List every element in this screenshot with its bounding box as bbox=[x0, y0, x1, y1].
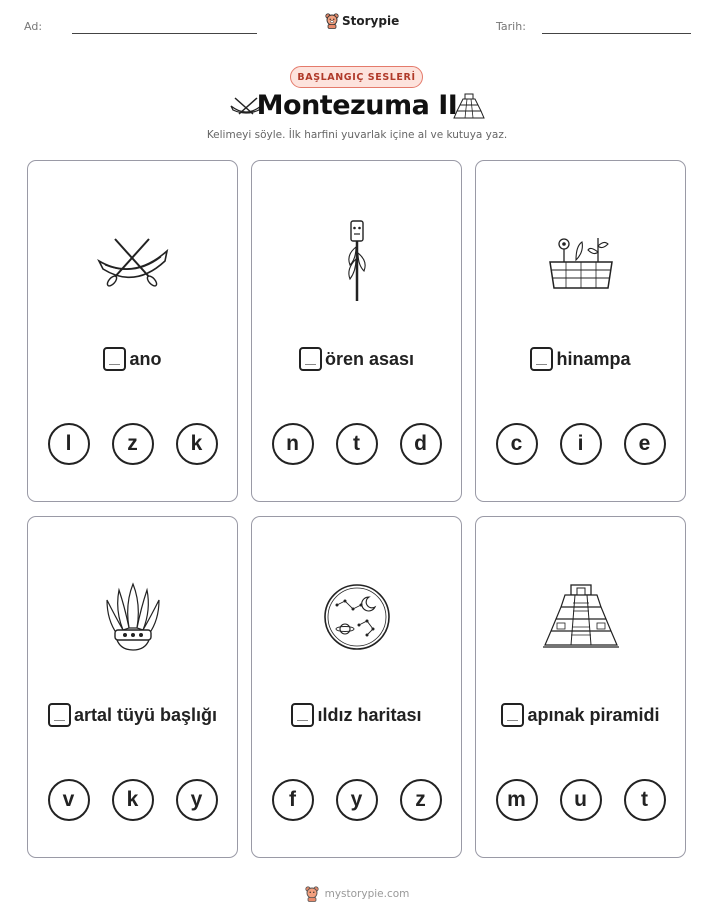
word-fragment: ıldız haritası bbox=[317, 704, 422, 725]
letter-choice[interactable]: v bbox=[48, 779, 90, 821]
answer-box[interactable] bbox=[501, 703, 524, 727]
exercise-card-6 bbox=[475, 516, 686, 858]
totem-staff-icon bbox=[252, 216, 461, 306]
feather-headdress-icon bbox=[28, 572, 237, 662]
answer-box[interactable] bbox=[291, 703, 314, 727]
letter-choice[interactable]: u bbox=[560, 779, 602, 821]
letter-choice[interactable]: c bbox=[496, 423, 538, 465]
canoe-icon bbox=[28, 216, 237, 306]
letter-choice[interactable]: l bbox=[48, 423, 90, 465]
pyramid-small-icon bbox=[452, 92, 486, 120]
name-label: Ad: bbox=[24, 20, 43, 33]
category-badge: BAŞLANGIÇ SESLERİ bbox=[290, 66, 423, 88]
bear-icon bbox=[305, 886, 319, 902]
letter-choice[interactable]: m bbox=[496, 779, 538, 821]
exercise-card-2 bbox=[251, 160, 462, 502]
date-line[interactable] bbox=[542, 33, 691, 34]
letter-choice[interactable]: z bbox=[112, 423, 154, 465]
letter-choice[interactable]: i bbox=[560, 423, 602, 465]
word-fragment: apınak piramidi bbox=[527, 704, 660, 725]
letter-choice[interactable]: d bbox=[400, 423, 442, 465]
star-map-icon bbox=[252, 572, 461, 662]
letter-choice[interactable]: y bbox=[336, 779, 378, 821]
exercise-card-1 bbox=[27, 160, 238, 502]
letter-choice[interactable]: f bbox=[272, 779, 314, 821]
brand-logo bbox=[325, 13, 399, 29]
letter-choice[interactable]: k bbox=[112, 779, 154, 821]
letter-choice[interactable]: t bbox=[624, 779, 666, 821]
word-fragment: hinampa bbox=[556, 348, 631, 369]
answer-box[interactable] bbox=[48, 703, 71, 727]
flower-basket-icon bbox=[476, 216, 685, 306]
footer bbox=[0, 886, 714, 902]
brand-name: Storypie bbox=[342, 14, 400, 28]
exercise-card-5 bbox=[251, 516, 462, 858]
word-fragment: ano bbox=[129, 348, 162, 369]
exercise-card-4 bbox=[27, 516, 238, 858]
pyramid-icon bbox=[476, 572, 685, 662]
word-fragment: ören asası bbox=[324, 348, 415, 369]
letter-choice[interactable]: y bbox=[176, 779, 218, 821]
exercise-card-3 bbox=[475, 160, 686, 502]
answer-box[interactable] bbox=[103, 347, 126, 371]
name-line[interactable] bbox=[72, 33, 257, 34]
page-title: Montezuma II bbox=[256, 90, 458, 121]
date-label: Tarih: bbox=[496, 20, 526, 33]
answer-box[interactable] bbox=[299, 347, 322, 371]
letter-choice[interactable]: k bbox=[176, 423, 218, 465]
letter-choice[interactable]: z bbox=[400, 779, 442, 821]
word-fragment: artal tüyü başlığı bbox=[73, 704, 218, 725]
letter-choice[interactable]: t bbox=[336, 423, 378, 465]
instructions: Kelimeyi söyle. İlk harfini yuvarlak içine al ve kutuya yaz. bbox=[206, 129, 508, 141]
letter-choice[interactable]: n bbox=[272, 423, 314, 465]
letter-choice[interactable]: e bbox=[624, 423, 666, 465]
bear-icon bbox=[325, 13, 339, 29]
footer-url[interactable]: mystorypie.com bbox=[324, 888, 410, 900]
answer-box[interactable] bbox=[530, 347, 553, 371]
